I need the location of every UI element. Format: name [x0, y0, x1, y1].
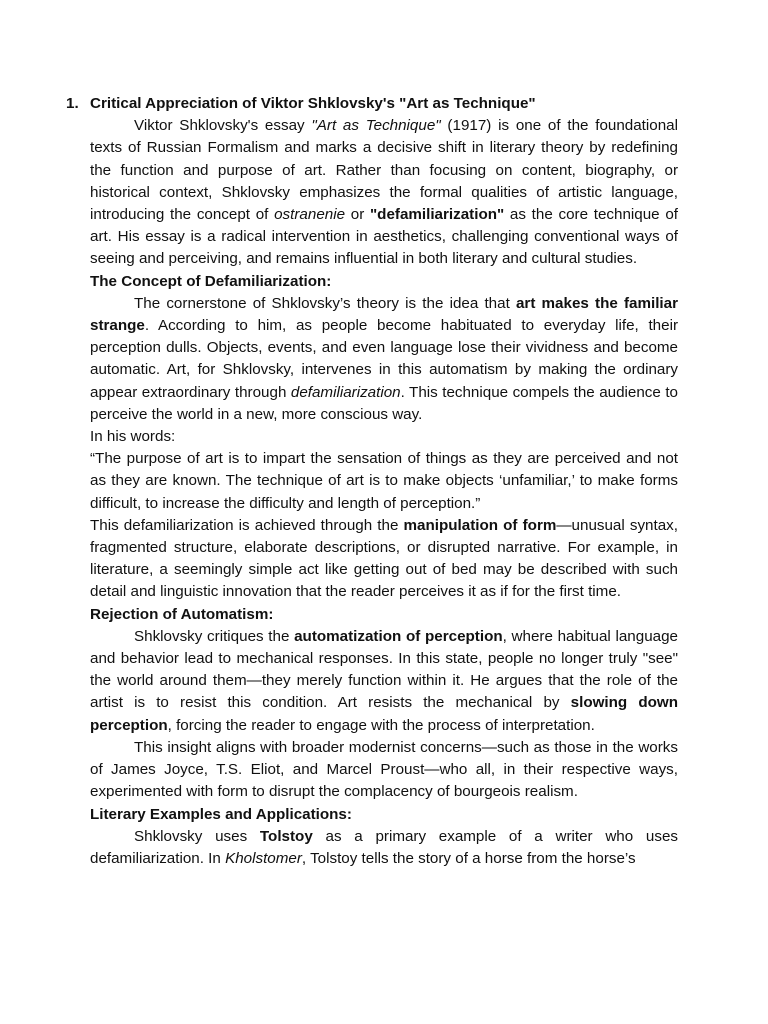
- modernist-paragraph: This insight aligns with broader modernist concerns—such as those in the works of James Joyce, T.S. Eliot, and Marcel Proust—who all, in their respective ways, experimented with form to disrupt the complacency of bourgeois realism.: [90, 738, 678, 801]
- text-run: , forcing the reader to engage with the process of interpretation.: [167, 716, 595, 734]
- emphasis-bold: Tolstoy: [259, 827, 313, 845]
- form-paragraph: [90, 515, 678, 604]
- in-his-words: In his words:: [90, 428, 176, 446]
- section-heading-examples: Literary Examples and Applications:: [90, 805, 352, 823]
- automatism-paragraph: [90, 626, 678, 737]
- title-text: Critical Appreciation of Viktor Shklovsky's "Art as Technique": [90, 95, 536, 112]
- text-run: (1917) is one of the foundational texts of Russian Formalism and marks a decisive shift in literary theory by redefining the function and purpose of art. Rather than focusing on content, biography, or historical context, Shklovsky emphasizes the formal qualities of artistic language, introducing the concept of: [90, 117, 678, 224]
- text-run: as a primary example of a writer who uses defamiliarization. In: [90, 827, 678, 867]
- text-run: , where habitual language and behavior lead to mechanical responses. In this state, people no longer truly "see" the world around them—they merely function within it. He argues that the role of the artist is to resist this condition. Art resists the mechanical by: [90, 627, 678, 712]
- section-heading-automatism: Rejection of Automatism:: [90, 605, 274, 623]
- text-run: Shklovsky critiques the: [134, 627, 295, 645]
- term-italic: ostranenie: [274, 206, 346, 224]
- text-run: This defamiliarization is achieved through the: [90, 516, 404, 534]
- intro-paragraph: [90, 115, 678, 270]
- quote-paragraph: “The purpose of art is to impart the sensation of things as they are perceived and not as they are known. The technique of art is to make objects ‘unfamiliar,’ to make forms difficult, to increase the difficulty and length of perception.”: [90, 450, 678, 512]
- emphasis-bold: slowing down perception: [90, 694, 678, 734]
- emphasis-bold: automatization of perception: [294, 627, 503, 645]
- term-bold: "defamiliarization": [369, 206, 505, 224]
- title-number: 1.: [66, 95, 79, 112]
- examples-paragraph: [90, 826, 678, 870]
- text-run: The cornerstone of Shklovsky’s theory is the idea that: [134, 294, 516, 312]
- term-italic: defamiliarization: [290, 383, 401, 401]
- text-run: Viktor Shklovsky's essay: [134, 117, 312, 135]
- text-run: —unusual syntax, fragmented structure, elaborate descriptions, or disrupted narrative. For example, in literature, a seemingly simple act like getting out of bed may be described with such detail and linguistic innovation that the reader perceives it as if for the first time.: [90, 516, 678, 601]
- text-run: or: [345, 206, 370, 224]
- emphasis-bold: art makes the familiar strange: [90, 294, 678, 335]
- text-run: as the core technique of art. His essay is a radical intervention in aesthetics, challenging conventional ways of seeing and perceiving, and remains influential in both literary and cultural studies.: [90, 206, 678, 268]
- text-run: , Tolstoy tells the story of a horse from the horse’s: [301, 849, 636, 867]
- text-run: . This technique compels the audience to perceive the world in a new, more conscious way.: [90, 383, 678, 423]
- essay-title-italic: "Art as Technique": [311, 117, 441, 135]
- document-title: [66, 93, 678, 115]
- text-run: . According to him, as people become habituated to everyday life, their perception dulls. Objects, events, and even language lose their vividness and become automatic. Art, for Shklovsky, intervenes in this automatism by making the ordinary appear extraordinary through: [90, 317, 678, 401]
- text-run: Shklovsky uses: [134, 827, 260, 845]
- work-title-italic: Kholstomer: [225, 849, 302, 867]
- section-heading-concept: The Concept of Defamiliarization:: [90, 272, 332, 290]
- concept-paragraph: [90, 293, 678, 426]
- emphasis-bold: manipulation of form: [403, 516, 557, 534]
